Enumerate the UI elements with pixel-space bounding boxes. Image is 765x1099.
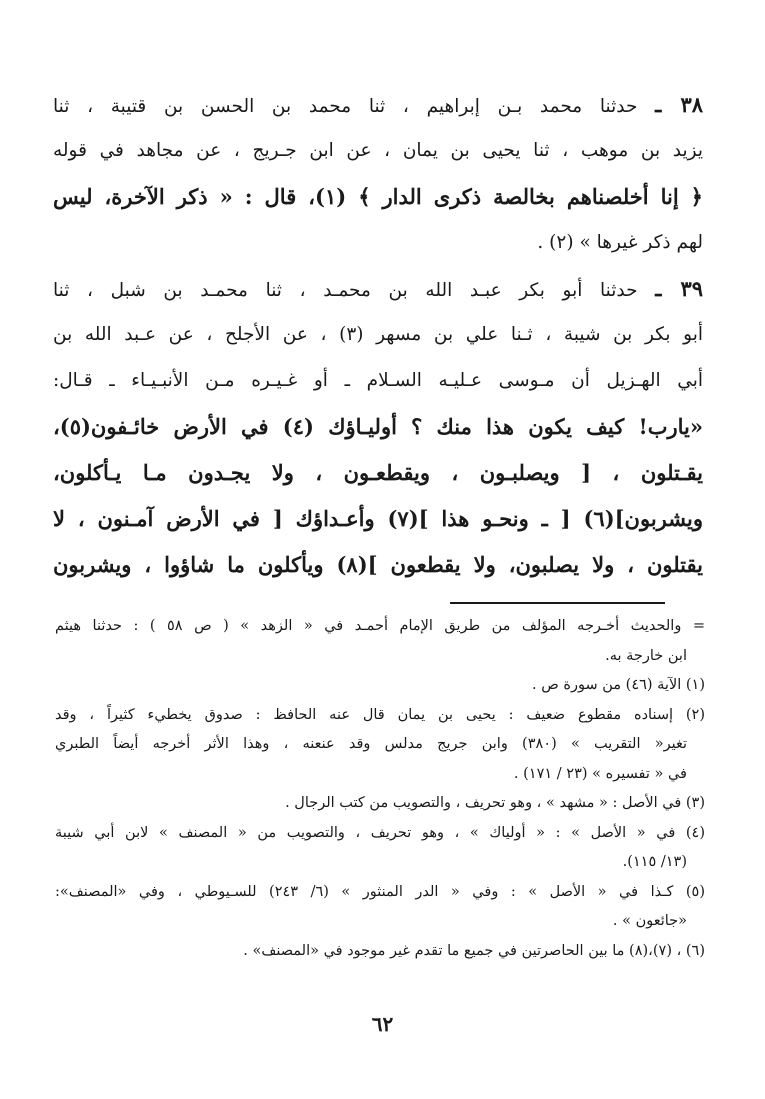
- footnote-line: (١٣/ ١١٥).: [622, 854, 687, 870]
- footnote-line: (٣) في الأصل : « مشهد » ، وهو تحريف ، والتصويب من كتب الرجال .: [285, 795, 705, 811]
- main-text-block: [53, 82, 703, 588]
- text-line: أبي الهـزيل أن مـوسى عـليـه السـلام ـ أو غـيـره مـن الأنبـيـاء ـ قـال:: [53, 370, 703, 391]
- footnotes-block: [55, 612, 705, 966]
- footnote-line: (٦) ، (٧)،(٨) ما بين الحاصرتين في جميع ما تقدم غير موجود في «المصنف» .: [243, 942, 705, 959]
- text-line: يقـتلون ، [ ويصلبـون ، ويقطعـون ، ولا يجـدون مـا يـأكلون،: [53, 460, 703, 485]
- hadith-number-39: ٣٩ ـ: [655, 276, 703, 301]
- footnote-line: تغير« التقريب » (٣٨٠) وابن جريج مدلس وقد عنعنه ، وهذا الأثر أخرجه أيضاً الطبري: [55, 736, 687, 752]
- footnote-line: «جائعون » .: [612, 913, 687, 929]
- footnote-line: = والحديث أخـرجه المؤلف من طريق الإمام أحمـد في « الزهد » ( ص ٥٨ ) : حدثنا هيثم: [55, 618, 705, 634]
- footnote-line: ابن خارجة به.: [605, 647, 687, 664]
- footnote-divider: [450, 602, 665, 604]
- text-line-content: حدثنا أبو بكر عبـد الله بن محمـد ، ثنا محمـد بن شبل ، ثنا: [53, 280, 638, 301]
- text-line: «يارب! كيف يكون هذا منك ؟ أوليـاؤك (٤) في الأرض خائـفون(٥)،: [53, 414, 703, 439]
- text-line: أبو بكر بن شيبة ، ثـنا علي بن مسهر (٣) ، عن الأجلح ، عن عـبد الله بن: [53, 324, 703, 345]
- text-line: يقتلون ، ولا يصلبون، ولا يقطعون ](٨) ويأكلون ما شاؤوا ، ويشربون: [53, 552, 703, 577]
- text-line-content: حدثنا محمد بـن إبراهيم ، ثنا محمد بن الحسن بن قتيبة ، ثنا: [53, 96, 638, 117]
- text-line: [53, 266, 703, 312]
- text-line: [53, 82, 703, 128]
- footnote-line: (٤) في « الأصل » : « أولياك » ، وهو تحريف ، والتصويب من « المصنف » لابن أبي شيبة: [55, 824, 705, 841]
- quran-verse-line: ﴿ إنا أخلصناهم بخالصة ذكرى الدار ﴾ (١)، قال : « ذكر الآخرة، ليس: [53, 184, 703, 209]
- text-line: يزيد بن موهب ، ثنا يحيى بن يمان ، عن ابن جـريج ، عن مجاهد في قوله: [53, 140, 703, 161]
- page-number: ٦٢: [371, 1012, 394, 1036]
- hadith-number-38: ٣٨ ـ: [655, 92, 703, 117]
- footnote-line: (٢) إسناده مقطوع ضعيف : يحيى بن يمان قال عنه الحافظ : صدوق يخطيء كثيراً ، وقد: [55, 706, 705, 723]
- footnote-line: في « تفسيره » (٢٣ / ١٧١) .: [513, 765, 687, 782]
- footnote-line: (١) الآية (٤٦) من سورة ص .: [532, 677, 705, 693]
- footnote-line: (٥) كـذا في « الأصل » : وفي « الدر المنثور » (٦/ ٢٤٣) للسـيوطي ، وفي «المصنف»:: [55, 883, 705, 900]
- text-line: ويشربون](٦) [ ـ ونحـو هذا ](٧) وأعـداؤك [ في الأرض آمـنون ، لا: [53, 506, 703, 531]
- text-line: لهم ذكر غيرها » (٢) .: [537, 232, 703, 253]
